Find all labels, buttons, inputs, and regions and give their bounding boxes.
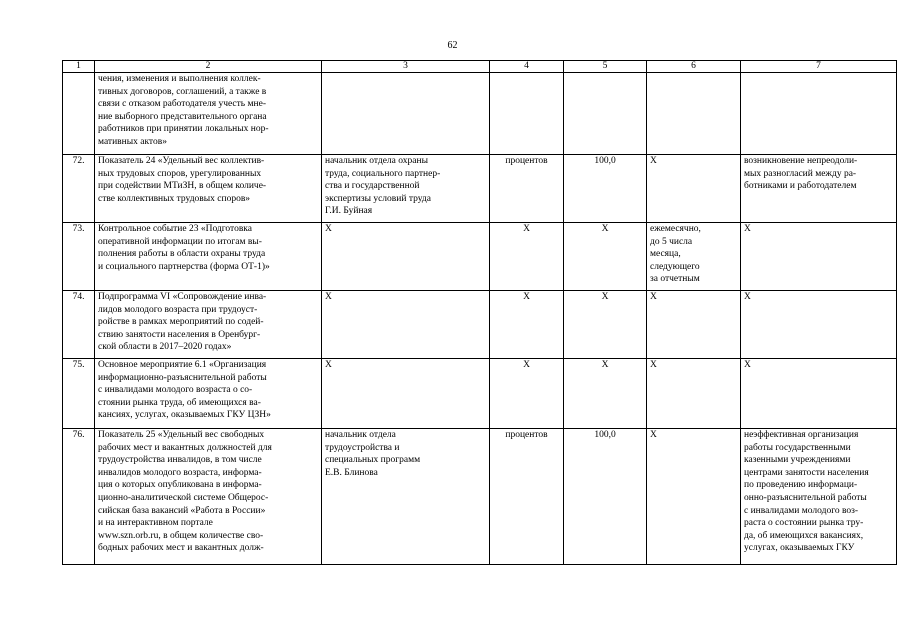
row-value: X bbox=[564, 291, 647, 359]
row-unit: X bbox=[490, 223, 564, 291]
row-unit: X bbox=[490, 359, 564, 429]
row-deadline: X bbox=[647, 291, 741, 359]
row-number bbox=[63, 73, 95, 155]
row-deadline: X bbox=[647, 155, 741, 223]
row-responsible: начальник отдела охраны труда, социального партнер- ства и государственной экспертизы условий труда Г.И. Буйная bbox=[322, 155, 490, 223]
row-number: 72. bbox=[63, 155, 95, 223]
column-header: 4 bbox=[490, 61, 564, 73]
indicators-table bbox=[62, 60, 897, 565]
column-header: 7 bbox=[741, 61, 897, 73]
row-name: Подпрограмма VI «Сопровождение инва- лидов молодого возраста при трудоуст- ройстве в рамках мероприятий по содей- ствию занятости населения в Оренбург- ской области в 2017–2020 годах» bbox=[95, 291, 322, 359]
column-header: 3 bbox=[322, 61, 490, 73]
table-header-row bbox=[63, 61, 897, 73]
row-deadline: X bbox=[647, 429, 741, 565]
row-responsible: X bbox=[322, 223, 490, 291]
row-number: 73. bbox=[63, 223, 95, 291]
row-value: 100,0 bbox=[564, 155, 647, 223]
table-row bbox=[63, 359, 897, 429]
row-value: X bbox=[564, 359, 647, 429]
row-unit bbox=[490, 73, 564, 155]
row-name: Показатель 24 «Удельный вес коллектив- ных трудовых споров, урегулированных при содействии МТиЗН, в общем количе- стве коллективных трудовых споров» bbox=[95, 155, 322, 223]
row-value bbox=[564, 73, 647, 155]
column-header: 5 bbox=[564, 61, 647, 73]
row-name: Показатель 25 «Удельный вес свободных рабочих мест и вакантных должностей для трудоустройства инвалидов, в том числе инвалидов молодого возраста, информа- ция о которых опубликована в информа- ционно-аналитической системе Общерос- сийская база вакансий «Работа в России» и на интерактивном портале www.szn.orb.ru, в общем количестве сво- бодных рабочих мест и вакантных долж- bbox=[95, 429, 322, 565]
row-deadline: X bbox=[647, 359, 741, 429]
row-risk: X bbox=[741, 359, 897, 429]
column-header: 1 bbox=[63, 61, 95, 73]
row-number: 76. bbox=[63, 429, 95, 565]
row-risk: возникновение непреодоли- мых разногласий между ра- ботниками и работодателем bbox=[741, 155, 897, 223]
row-risk: неэффективная организация работы государственными казенными учреждениями центрами занятости населения по проведению информаци- онно-разъяснительной работы с инвалидами молодого воз- раста о состоянии рынка тру- да, об имеющихся вакансиях, услугах, оказываемых ГКУ bbox=[741, 429, 897, 565]
table-row bbox=[63, 155, 897, 223]
row-name: Основное мероприятие 6.1 «Организация информационно-разъяснительной работы с инвалидами молодого возраста о со- стоянии рынка труда, об имеющихся ва- кансиях, услугах, оказываемых ГКУ ЦЗН» bbox=[95, 359, 322, 429]
row-risk bbox=[741, 73, 897, 155]
row-responsible bbox=[322, 73, 490, 155]
table-row bbox=[63, 291, 897, 359]
row-name: Контрольное событие 23 «Подготовка оперативной информации по итогам вы- полнения работы в области охраны труда и социального партнерства (форма ОТ-1)» bbox=[95, 223, 322, 291]
column-header: 6 bbox=[647, 61, 741, 73]
row-responsible: X bbox=[322, 359, 490, 429]
table-row bbox=[63, 73, 897, 155]
row-responsible: начальник отдела трудоустройства и специальных программ Е.В. Блинова bbox=[322, 429, 490, 565]
row-deadline bbox=[647, 73, 741, 155]
row-name: чения, изменения и выполнения коллек- тивных договоров, соглашений, а также в связи с отказом работодателя учесть мне- ние выборного представительного органа работников при принятии локальных нор- мативных актов» bbox=[95, 73, 322, 155]
row-risk: X bbox=[741, 291, 897, 359]
row-number: 75. bbox=[63, 359, 95, 429]
row-unit: X bbox=[490, 291, 564, 359]
row-unit: процентов bbox=[490, 155, 564, 223]
row-deadline: ежемесячно, до 5 числа месяца, следующего за отчетным bbox=[647, 223, 741, 291]
row-number: 74. bbox=[63, 291, 95, 359]
column-header: 2 bbox=[95, 61, 322, 73]
table-row bbox=[63, 223, 897, 291]
table-row bbox=[63, 429, 897, 565]
row-value: X bbox=[564, 223, 647, 291]
row-unit: процентов bbox=[490, 429, 564, 565]
row-value: 100,0 bbox=[564, 429, 647, 565]
row-risk: X bbox=[741, 223, 897, 291]
row-responsible: X bbox=[322, 291, 490, 359]
page-number: 62 bbox=[447, 40, 458, 51]
